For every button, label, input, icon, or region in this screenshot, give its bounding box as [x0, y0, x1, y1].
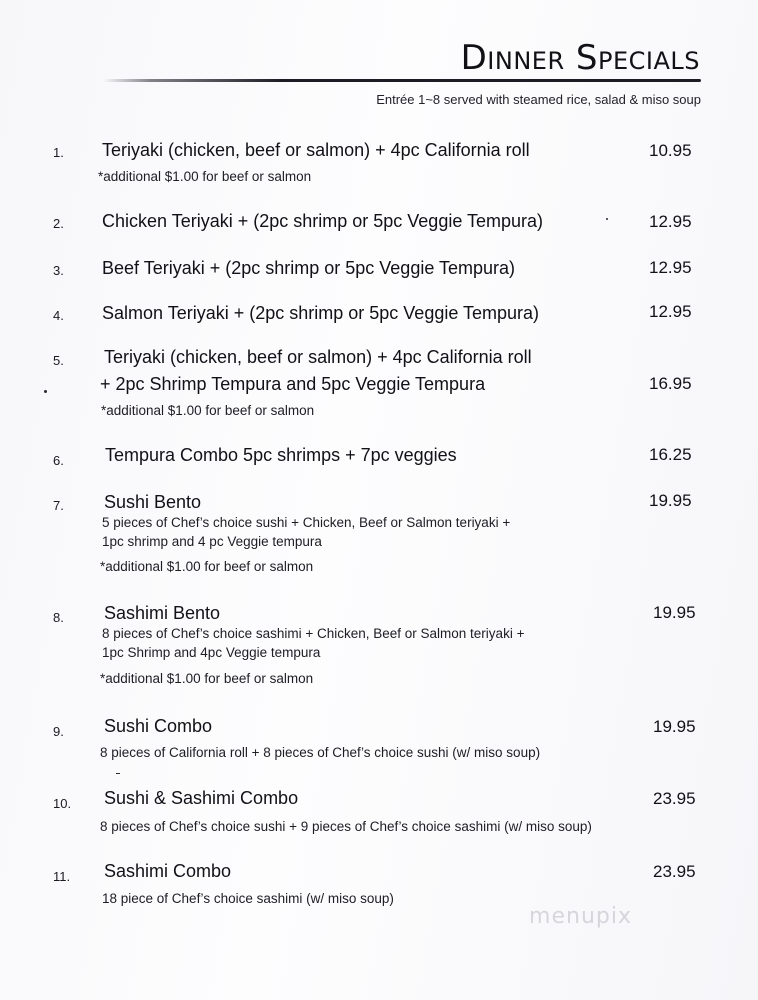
item-name-line2: + 2pc Shrimp Tempura and 5pc Veggie Tempura [100, 374, 486, 394]
item-number: 9. [53, 724, 64, 739]
item-description: 1pc shrimp and 4 pc Veggie tempura [102, 534, 322, 549]
item-number: 6. [53, 453, 64, 468]
item-number: 2. [53, 216, 64, 231]
item-number: 10. [53, 796, 72, 811]
page-title: Dinner Specials [460, 38, 700, 78]
item-name: Chicken Teriyaki + (2pc shrimp or 5pc Veggie Tempura) [102, 211, 544, 231]
print-speck [44, 390, 47, 393]
item-price: 23.95 [653, 862, 696, 881]
item-price: 12.95 [649, 212, 692, 231]
item-price: 16.95 [649, 374, 692, 393]
page-subtitle: Entrée 1~8 served with steamed rice, salad & miso soup [376, 92, 701, 107]
item-price: 16.25 [649, 445, 692, 464]
item-description: 8 pieces of Chef’s choice sashimi + Chicken, Beef or Salmon teriyaki + [102, 626, 525, 641]
item-description: 1pc Shrimp and 4pc Veggie tempura [102, 645, 321, 660]
item-description: 8 pieces of Chef’s choice sushi + 9 pieces of Chef’s choice sashimi (w/ miso soup) [100, 819, 592, 834]
item-price: 19.95 [649, 491, 692, 510]
item-number: 3. [53, 263, 64, 278]
item-name: Salmon Teriyaki + (2pc shrimp or 5pc Veggie Tempura) [102, 303, 540, 323]
item-name: Teriyaki (chicken, beef or salmon) + 4pc California roll [102, 140, 530, 160]
item-number: 1. [53, 145, 64, 160]
item-price: 12.95 [649, 302, 692, 321]
item-price: 19.95 [653, 603, 696, 622]
item-name: Beef Teriyaki + (2pc shrimp or 5pc Veggie Tempura) [102, 258, 516, 278]
item-note: *additional $1.00 for beef or salmon [98, 169, 312, 184]
print-speck [116, 773, 120, 774]
item-number: 11. [53, 869, 71, 884]
item-name: Teriyaki (chicken, beef or salmon) + 4pc California roll [104, 347, 532, 367]
item-description: 8 pieces of California roll + 8 pieces of Chef’s choice sushi (w/ miso soup) [100, 745, 541, 760]
item-price: 12.95 [649, 258, 692, 277]
item-note: *additional $1.00 for beef or salmon [101, 403, 315, 418]
menupix-watermark: menupix [529, 904, 632, 929]
item-number: 8. [53, 610, 64, 625]
item-number: 7. [53, 498, 64, 513]
title-divider [103, 79, 701, 82]
item-description: 18 piece of Chef’s choice sashimi (w/ miso soup) [102, 891, 394, 906]
item-price: 10.95 [649, 141, 692, 160]
item-note: *additional $1.00 for beef or salmon [100, 559, 314, 574]
item-description: 5 pieces of Chef’s choice sushi + Chicken, Beef or Salmon teriyaki + [102, 515, 511, 530]
item-price: 23.95 [653, 789, 696, 808]
item-name: Sashimi Combo [104, 861, 232, 881]
item-name: Sashimi Bento [104, 603, 221, 623]
item-note: *additional $1.00 for beef or salmon [100, 671, 314, 686]
item-number: 5. [53, 353, 64, 368]
item-price: 19.95 [653, 717, 696, 736]
print-speck [606, 218, 608, 220]
item-name: Sushi Combo [104, 716, 213, 736]
item-name: Sushi Bento [104, 492, 202, 512]
item-number: 4. [53, 308, 64, 323]
item-name: Tempura Combo 5pc shrimps + 7pc veggies [105, 445, 457, 465]
item-name: Sushi & Sashimi Combo [104, 788, 299, 808]
